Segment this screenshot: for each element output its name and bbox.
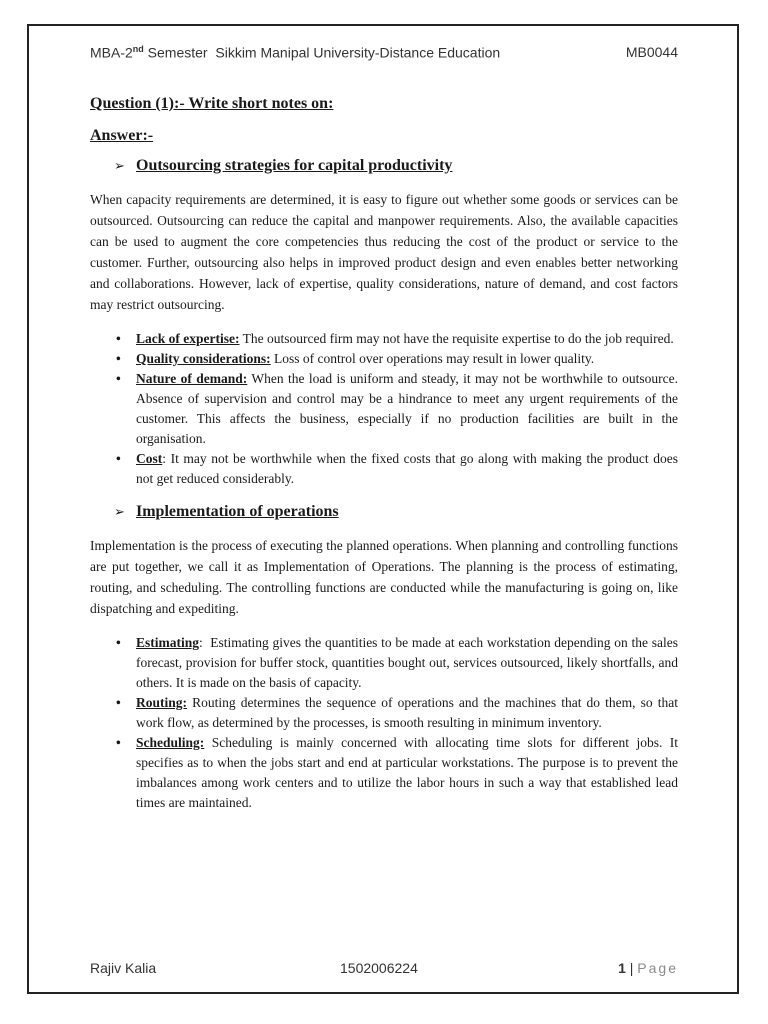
bullet-dot-icon: • (116, 735, 121, 750)
list-item-term: Cost (136, 451, 163, 466)
list-item (116, 449, 678, 489)
bullet-list (90, 329, 678, 489)
page-footer (90, 960, 678, 980)
list-item-text: Routing determines the sequence of operations and the machines that do them, so that work flow, as determined by the processes, is smooth resulting in minimum inventory. (136, 695, 678, 730)
list-item (116, 369, 678, 449)
list-item-term: Quality considerations: (136, 351, 271, 366)
document-body (90, 95, 682, 827)
list-item-term: Estimating (136, 635, 200, 650)
list-item-term: Routing: (136, 695, 188, 710)
arrow-bullet-icon: ➢ (114, 159, 125, 174)
list-item-text: Scheduling is mainly concerned with allocating time slots for different jobs. It specifies as to when the jobs start and end at particular workstations. The purpose is to prevent the imbalances among work centers and to utilize the labor hours in such a way that established lead times are maintained. (136, 735, 678, 810)
list-item-term: Nature of demand: (136, 371, 248, 386)
header-title (90, 44, 500, 61)
bullet-dot-icon: • (116, 371, 121, 386)
section-heading-outsourcing (114, 157, 678, 175)
bullet-dot-icon: • (116, 331, 121, 346)
footer-roll-number: 1502006224 (340, 960, 418, 976)
header-course-code: MB0044 (625, 44, 678, 60)
bullet-list (90, 633, 682, 813)
list-item-text: : Estimating gives the quantities to be made at each workstation depending on the sales forecast, provision for buffer stock, quantities bought out, services outsourced, likely shortfalls, and others. It is made on the basis of capacity. (136, 635, 682, 690)
bullet-dot-icon: • (116, 351, 121, 366)
page-label: Page (637, 960, 678, 976)
list-item-term: Scheduling: (136, 735, 205, 750)
section-heading-implementation (114, 503, 678, 521)
bullet-dot-icon: • (116, 635, 121, 650)
bullet-dot-icon: • (116, 695, 121, 710)
page-number: 1 (618, 960, 626, 976)
section-title: Implementation of operations (136, 503, 339, 520)
list-item (116, 693, 678, 733)
bullet-dot-icon: • (116, 451, 121, 466)
page-header (90, 44, 678, 64)
page-separator: | (625, 960, 638, 976)
section-paragraph: When capacity requirements are determined, it is easy to figure out whether some goods or services can be outsourced. Outsourcing can reduce the capital and manpower requirements. Also, the available capacities can be used to augment the core competencies thus reducing the cost of the product or service to the customer. Further, outsourcing also helps in improved product design and even enables better networking and collaborations. However, lack of expertise, quality considerations, nature of demand, and cost factors may restrict outsourcing. (90, 192, 678, 312)
section-title: Outsourcing strategies for capital productivity (136, 157, 453, 174)
header-superscript: nd (132, 44, 144, 54)
list-item-term: Lack of expertise: (136, 331, 240, 346)
list-item-text: The outsourced firm may not have the requisite expertise to do the job required. (239, 331, 674, 346)
list-item-text: Loss of control over operations may result in lower quality. (270, 351, 595, 366)
footer-page-number (618, 960, 678, 976)
section-paragraph: Implementation is the process of executing the planned operations. When planning and controlling functions are put together, we call it as Implementation of Operations. The planning is the process of estimating, routing, and scheduling. The controlling functions are conducted while the manufacturing is going on, like dispatching and expediting. (90, 538, 678, 616)
list-item (116, 349, 678, 369)
list-item-text: : It may not be worthwhile when the fixed costs that go along with making the product does not get reduced considerably. (136, 451, 678, 486)
arrow-bullet-icon: ➢ (114, 505, 125, 520)
list-item (116, 329, 678, 349)
question-heading: Question (1):- Write short notes on: (90, 95, 334, 112)
footer-author: Rajiv Kalia (90, 960, 157, 976)
list-item-text: When the load is uniform and steady, it may not be worthwhile to outsource. Absence of supervision and control may be a hindrance to meet any urgent requirements of the customer. This affects the business, especially if no production facilities are built in the organisation. (136, 371, 678, 446)
header-prefix: MBA-2 (90, 44, 133, 61)
header-institution: Semester Sikkim Manipal University-Distance Education (143, 44, 501, 61)
list-item (116, 633, 682, 693)
list-item (116, 733, 678, 813)
answer-heading: Answer:- (90, 127, 154, 144)
